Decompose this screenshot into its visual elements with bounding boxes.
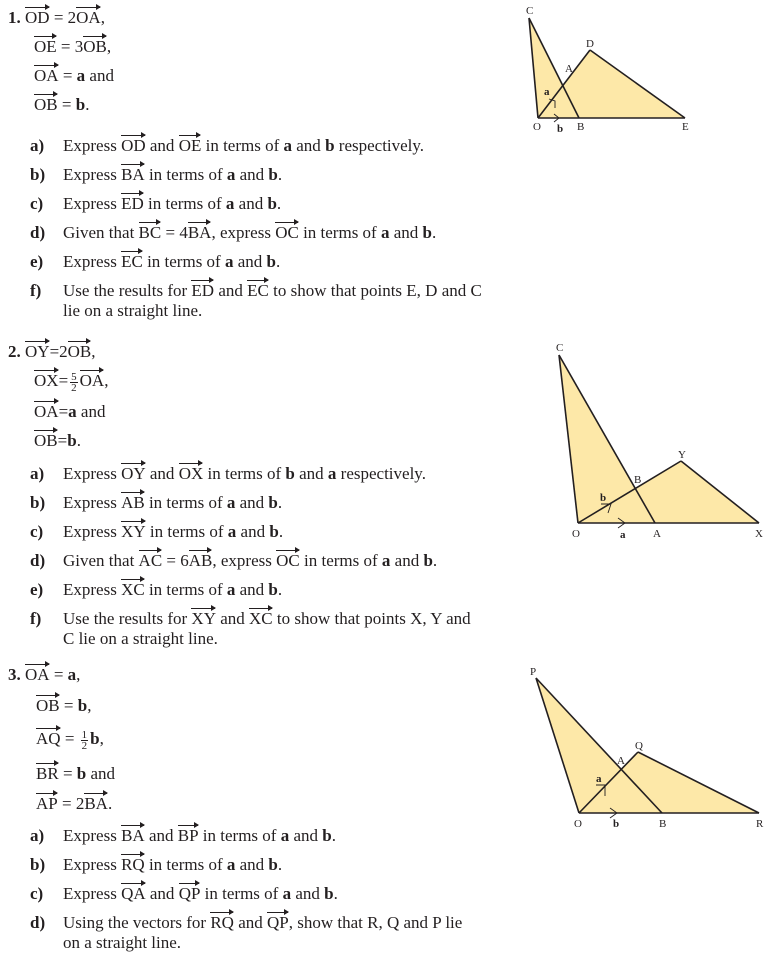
text: in terms of <box>203 464 286 483</box>
text: Use the results for <box>63 281 192 300</box>
text: . <box>275 252 281 271</box>
equals-sign: = <box>62 764 73 783</box>
bold-vector: a <box>226 855 236 874</box>
bold-vector: a <box>67 665 77 684</box>
vector: AB <box>121 493 145 512</box>
point-label-Y: Y <box>678 449 686 461</box>
vector: EC <box>121 252 143 271</box>
problem-number: 1. <box>8 8 21 27</box>
equals-sign: = <box>64 729 75 748</box>
point-label-B: B <box>659 818 667 830</box>
text: and <box>289 826 323 845</box>
text: and <box>291 884 325 903</box>
vector: BA <box>121 826 145 845</box>
text: in terms of <box>299 551 382 570</box>
text: respectively. <box>334 136 425 155</box>
point-label-B: B <box>634 474 642 486</box>
vector: OE <box>34 37 57 56</box>
text: . <box>278 522 284 541</box>
text: . <box>277 580 283 599</box>
bold-vector: b <box>285 464 295 483</box>
text: . <box>277 855 283 874</box>
text: and <box>235 493 269 512</box>
bold-vector: b <box>324 884 334 903</box>
bold-vector: b <box>77 696 88 715</box>
bold-vector: a <box>226 580 236 599</box>
equals-sign: = <box>62 66 73 85</box>
part-label: c) <box>30 884 44 903</box>
part-label: e) <box>30 580 44 599</box>
bold-vector: a <box>283 136 293 155</box>
vector: OB <box>34 431 58 450</box>
part-label: c) <box>30 194 44 213</box>
point-label-A: A <box>653 528 661 540</box>
vector: OD <box>25 8 50 27</box>
part-label: b) <box>30 855 46 874</box>
vector: OB <box>67 342 92 361</box>
text: and <box>85 66 114 85</box>
part-label: f) <box>30 609 42 628</box>
part-label: d) <box>30 551 46 570</box>
bold-vector: b <box>325 136 335 155</box>
text: . <box>432 551 438 570</box>
text: . <box>85 95 90 114</box>
text: in terms of <box>145 522 228 541</box>
part-label: f) <box>30 281 42 300</box>
text: in terms of <box>144 855 227 874</box>
equals-sign: = <box>57 431 68 450</box>
text: and <box>390 551 424 570</box>
part-label: d) <box>30 223 46 242</box>
text: , <box>76 665 81 684</box>
text: Express <box>63 826 122 845</box>
part-label: b) <box>30 493 46 512</box>
diagram-2 <box>556 342 763 541</box>
text: and <box>233 913 267 932</box>
text: and <box>294 464 328 483</box>
text: , <box>106 37 112 56</box>
vector: OX <box>178 464 204 483</box>
equals-sign: = <box>53 665 64 684</box>
text: in terms of <box>201 136 284 155</box>
text: on a straight line. <box>63 933 182 952</box>
text: lie on a straight line. <box>63 301 203 320</box>
bold-vector: b <box>268 165 278 184</box>
text: . <box>276 194 282 213</box>
text: Express <box>63 464 122 483</box>
vector-label-a: a <box>544 86 550 98</box>
text: and <box>215 609 250 628</box>
vector: OE <box>178 136 202 155</box>
text: in terms of <box>143 194 226 213</box>
text: Express <box>63 884 122 903</box>
vector: OA <box>79 371 105 390</box>
text: and <box>235 580 269 599</box>
text: Express <box>63 194 122 213</box>
part-label: a) <box>30 826 45 845</box>
bold-vector: b <box>422 223 432 242</box>
vector: XY <box>121 522 146 541</box>
vector-label-b: b <box>613 818 620 830</box>
vector: OD <box>121 136 146 155</box>
part-label: a) <box>30 136 45 155</box>
text: and <box>236 522 270 541</box>
vector: XY <box>191 609 216 628</box>
vector: ED <box>121 194 144 213</box>
text: and <box>145 464 179 483</box>
vector: XC <box>121 580 145 599</box>
vector: QP <box>266 913 289 932</box>
text: , show that R, Q and P lie <box>288 913 463 932</box>
text: in terms of <box>144 580 227 599</box>
bold-vector: b <box>267 194 277 213</box>
bold-vector: b <box>75 95 86 114</box>
coefficient: 2 <box>67 8 77 27</box>
bold-vector: b <box>268 580 278 599</box>
point-label-O: O <box>533 121 541 133</box>
point-label-C: C <box>556 342 564 354</box>
text: . <box>431 223 437 242</box>
bold-vector: b <box>266 252 276 271</box>
bold-vector: a <box>76 66 86 85</box>
bold-vector: a <box>225 194 235 213</box>
bold-vector: a <box>282 884 292 903</box>
vector: OY <box>121 464 146 483</box>
point-label-C: C <box>526 5 534 17</box>
vector: AB <box>188 551 213 570</box>
text: and <box>292 136 326 155</box>
vector: BC <box>138 223 162 242</box>
bold-vector: a <box>226 493 236 512</box>
text: . <box>107 794 113 813</box>
bold-vector: a <box>226 165 236 184</box>
vector: OA <box>76 8 101 27</box>
text: Given that <box>63 551 139 570</box>
text: , <box>87 696 92 715</box>
part-label: a) <box>30 464 45 483</box>
part-label: e) <box>30 252 44 271</box>
equals-sign: = <box>60 37 71 56</box>
equals-sign: = <box>63 696 74 715</box>
text: Express <box>63 252 122 271</box>
vector: OA <box>34 66 59 85</box>
text: and <box>389 223 423 242</box>
bold-vector: a <box>227 522 237 541</box>
text: . <box>277 493 283 512</box>
text: and <box>144 826 178 845</box>
point-label-Q: Q <box>635 740 643 752</box>
bold-vector: b <box>268 493 278 512</box>
vector: BP <box>177 826 199 845</box>
text: to show that points E, D and C <box>268 281 482 300</box>
vector: OX <box>34 371 59 390</box>
point-label-D: D <box>586 38 594 50</box>
part-label: b) <box>30 165 46 184</box>
point-label-P: P <box>530 666 537 678</box>
text: and <box>145 136 179 155</box>
text: and <box>86 764 116 783</box>
text: Given that <box>63 223 139 242</box>
vector: QP <box>178 884 201 903</box>
text: and <box>76 402 106 421</box>
text: , <box>100 8 105 27</box>
text: to show that points X, Y and <box>272 609 471 628</box>
equals-sign: = <box>61 794 72 813</box>
text: , <box>104 371 109 390</box>
vector: XC <box>249 609 273 628</box>
vector: OB <box>83 37 107 56</box>
vector: OA <box>25 665 50 684</box>
vector: BA <box>84 794 108 813</box>
text: and <box>234 194 268 213</box>
point-label-O: O <box>574 818 582 830</box>
denominator: 2 <box>71 381 77 394</box>
bold-vector: b <box>67 431 77 450</box>
vector: AQ <box>36 729 61 748</box>
bold-vector: b <box>76 764 87 783</box>
bold-vector: a <box>68 402 77 421</box>
problem-number: 2. <box>8 342 21 361</box>
part-label: c) <box>30 522 44 541</box>
part-label: d) <box>30 913 46 932</box>
bold-vector: a <box>224 252 234 271</box>
point-label-A: A <box>617 755 625 767</box>
coefficient: 3 <box>74 37 84 56</box>
vector: EC <box>247 281 269 300</box>
text: and <box>233 252 267 271</box>
text: C lie on a straight line. <box>63 629 218 648</box>
vector-label-a: a <box>596 773 602 785</box>
text: in terms of <box>200 884 283 903</box>
equals-sign: = <box>58 402 69 421</box>
point-label-A: A <box>565 63 573 75</box>
text: . <box>76 431 81 450</box>
text: and <box>145 884 179 903</box>
point-label-B: B <box>577 121 585 133</box>
equals-sign: = <box>61 95 72 114</box>
vector: AP <box>36 794 58 813</box>
vector: RQ <box>121 855 145 874</box>
text: and <box>214 281 248 300</box>
text: = 6 <box>162 551 189 570</box>
denominator: 2 <box>81 739 88 752</box>
text: Express <box>63 580 122 599</box>
coefficient: 2 <box>75 794 85 813</box>
vector: OB <box>36 696 60 715</box>
vector-label-b: b <box>557 123 564 135</box>
bold-vector: b <box>322 826 332 845</box>
text: , <box>91 342 96 361</box>
bold-vector: b <box>268 855 278 874</box>
vector: BA <box>121 165 145 184</box>
text: respectively. <box>336 464 426 483</box>
text: Express <box>63 493 122 512</box>
vector: BA <box>187 223 212 242</box>
text: and <box>235 165 269 184</box>
vector: RQ <box>210 913 234 932</box>
vector: OA <box>34 402 59 421</box>
vector: OB <box>34 95 58 114</box>
text: and <box>235 855 269 874</box>
vector: ED <box>191 281 215 300</box>
bold-vector: a <box>327 464 337 483</box>
text: , <box>99 729 104 748</box>
diagram-1 <box>526 5 689 135</box>
text: Use the results for <box>63 609 192 628</box>
bold-vector: a <box>380 223 390 242</box>
point-label-O: O <box>572 528 580 540</box>
bold-vector: b <box>90 729 100 748</box>
text: . <box>277 165 283 184</box>
text: in terms of <box>198 826 281 845</box>
vector: OY <box>25 342 50 361</box>
diagram-3 <box>530 666 764 830</box>
text: Express <box>63 136 122 155</box>
text: in terms of <box>144 165 227 184</box>
text: = 4 <box>161 223 188 242</box>
text: Using the vectors for <box>63 913 211 932</box>
text: in terms of <box>298 223 381 242</box>
text: Express <box>63 522 122 541</box>
equals-sign: = <box>49 342 60 361</box>
vector-label-b: b <box>600 492 607 504</box>
text: , express <box>212 551 277 570</box>
numerator: 5 <box>71 370 77 383</box>
equals-sign: = <box>58 371 69 390</box>
bold-vector: b <box>423 551 433 570</box>
text: , express <box>211 223 276 242</box>
text: . <box>331 826 336 845</box>
coefficient: 2 <box>59 342 68 361</box>
vector: OC <box>276 551 300 570</box>
text: in terms of <box>142 252 225 271</box>
text: Express <box>63 165 122 184</box>
vector: AC <box>138 551 163 570</box>
problem-number: 3. <box>8 665 21 684</box>
text: . <box>333 884 338 903</box>
vector: BR <box>36 764 59 783</box>
vector: OC <box>275 223 299 242</box>
vector: QA <box>121 884 146 903</box>
vector-label-a: a <box>620 529 626 541</box>
point-label-R: R <box>756 818 764 830</box>
point-label-E: E <box>682 121 689 133</box>
equals-sign: = <box>53 8 64 27</box>
bold-vector: a <box>381 551 391 570</box>
bold-vector: a <box>280 826 290 845</box>
bold-vector: b <box>269 522 279 541</box>
text: Express <box>63 855 122 874</box>
numerator: 1 <box>81 728 88 741</box>
text: in terms of <box>144 493 227 512</box>
point-label-X: X <box>755 528 763 540</box>
